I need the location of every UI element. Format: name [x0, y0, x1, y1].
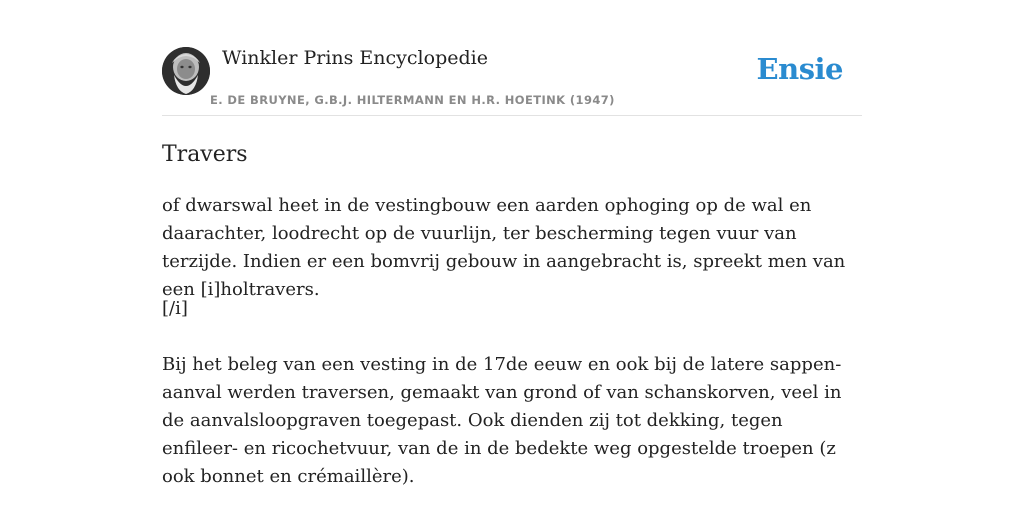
article-paragraph: [/i]	[162, 298, 188, 319]
article-paragraph: Bij het beleg van een vesting in de 17de eeuw en ook bij de latere sappen-aanval werden traversen, gemaakt van grond of van schanskorven, veel in de aanvalsloopgraven toegepast. Ook dienden zij tot dekking, tegen enfileer- en ricochetvuur, van de in de bedekte weg opgestelde troepen (z ook bonnet en crémaillère).	[162, 354, 842, 487]
ensie-logo[interactable]: Ensie	[756, 52, 843, 86]
authors-line: E. DE BRUYNE, G.B.J. HILTERMANN EN H.R. HOETINK (1947)	[210, 93, 615, 107]
portrait-avatar-icon	[162, 47, 210, 95]
site-title[interactable]: Winkler Prins Encyclopedie	[222, 47, 488, 69]
site-header	[162, 0, 862, 116]
article-paragraph: of dwarswal heet in de vestingbouw een aarden ophoging op de wal en daarachter, loodrecht op de vuurlijn, ter bescherming tegen vuur van terzijde. Indien er een bomvrij gebouw in aangebracht is, spreekt men van een [i]holtravers.	[162, 195, 846, 300]
article-title: Travers	[162, 142, 248, 167]
page	[162, 0, 862, 512]
